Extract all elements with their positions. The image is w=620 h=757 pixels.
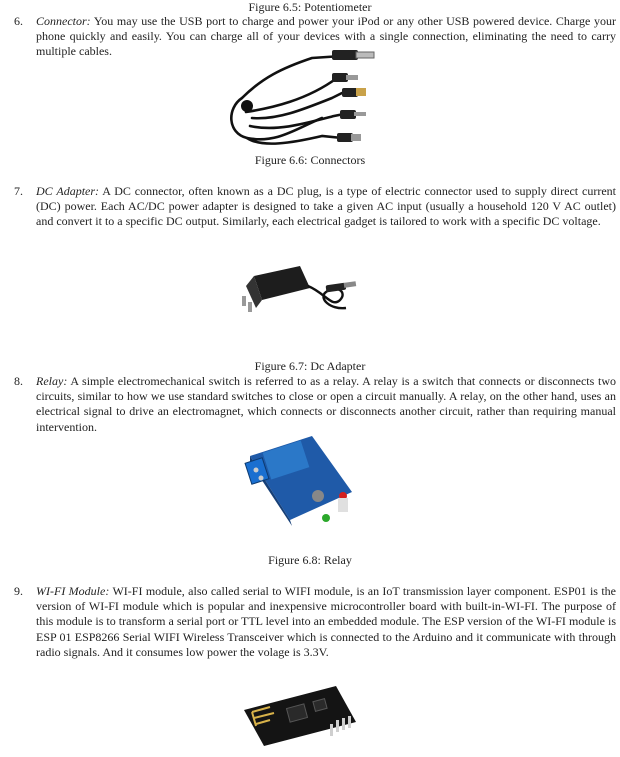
item-paragraph <box>36 184 616 230</box>
item-text: A DC connector, often known as a DC plug, is a type of electric connector used to supply direct current (DC) power. Each AC/DC power adapter is designed to take a given AC input (usually a household 120 V AC outlet) and convert it to a specific DC output. Similarly, each electrical gadget is tailored to work with a specific DC voltage. <box>36 184 617 229</box>
item-term: Connector: <box>36 14 91 28</box>
connectors-image <box>222 48 382 156</box>
item-text: You may use the USB port to charge and power your iPod or any other USB powered device. Charge your phone quickly and easily. You can charge all of your devices with a single connection, eliminating the need to carry multiple cables. <box>36 14 616 59</box>
wifi-module-image <box>240 680 362 752</box>
item-term: Relay: <box>36 374 68 388</box>
item-number: 7. <box>14 184 23 198</box>
item-number: 8. <box>14 374 23 388</box>
item-number: 9. <box>14 584 23 598</box>
figure-caption-dc-adapter: Figure 6.7: Dc Adapter <box>254 359 366 373</box>
item-text: WI-FI module, also called serial to WIFI module, is an IoT transmission layer component. ESP01 is the version of WI-FI module which is popular and inexpensive microcontroller board with built-in-WI-FI. The purpose of this module is to transform a serial port or TTL level into an embedded module. The ESP version of the WI-FI module is ESP 01 ESP8266 Serial WIFI Wireless Transceiver which is connected to the Arduino and it communicate with through radio signals. And it consumes low power the volage is 3.3V. <box>36 584 616 659</box>
relay-image <box>242 432 356 530</box>
dc-adapter-image <box>240 258 368 324</box>
item-term: DC Adapter: <box>36 184 100 198</box>
item-number: 6. <box>14 14 23 28</box>
figure-caption-potentiometer: Figure 6.5: Potentiometer <box>248 0 372 14</box>
figure-caption-relay: Figure 6.8: Relay <box>268 553 352 567</box>
item-term: WI-FI Module: <box>36 584 110 598</box>
item-paragraph <box>36 584 616 660</box>
figure-caption-connectors: Figure 6.6: Connectors <box>254 153 366 167</box>
item-paragraph <box>36 374 616 435</box>
item-text: A simple electromechanical switch is referred to as a relay. A relay is a switch that connects or disconnects two circuits, similar to how we use standard switches to close or open a circuit manually. A relay, on the other hand, uses an electrical signal to drive an electromagnet, which connects or disconnects another circuit, rather than requiring manual intervention. <box>36 374 616 434</box>
